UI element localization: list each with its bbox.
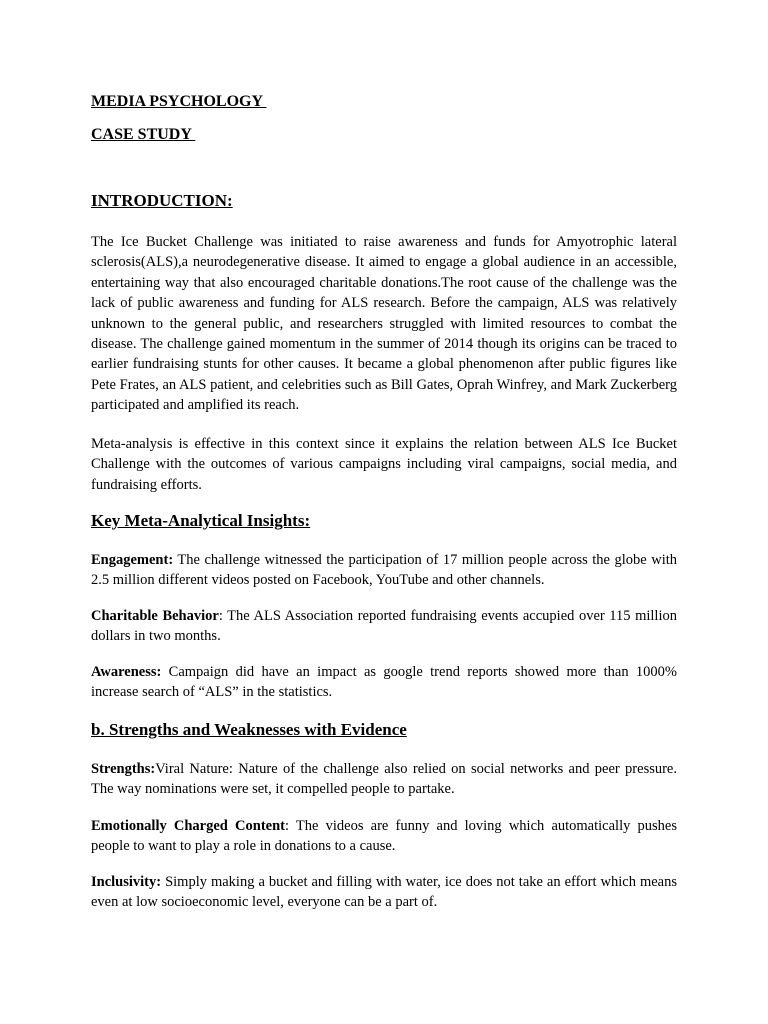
introduction-paragraph-1: The Ice Bucket Challenge was initiated to raise awareness and funds for Amyotrophic lateral sclerosis(ALS),a neurodegenerative disease. It aimed to engage a global audience in an accessible, entertaining way that also encouraged charitable donations.The root cause of the challenge was the lack of public awareness and funding for ALS research. Before the campaign, ALS was relatively unknown to the general public, and researchers struggled with limited resources to combat the disease. The challenge gained momentum in the summer of 2014 though its origins can be traced to earlier fundraising stunts for other causes. It became a global phenomenon after public figures like Pete Frates, an ALS patient, and celebrities such as Bill Gates, Oprah Winfrey, and Mark Zuckerberg participated and amplified its reach.	[91, 234, 677, 414]
strength-text: Simply making a bucket and filling with water, ice does not take an effort which means even at low socioeconomic level, everyone can be a part of.	[91, 874, 677, 911]
strength-item-viral-nature	[91, 759, 677, 800]
strength-term: Strengths:	[91, 761, 156, 777]
insights-heading-colon: :	[304, 511, 311, 530]
insight-item-charitable-behavior	[91, 606, 677, 647]
document-subtitle: CASE STUDY	[91, 126, 196, 143]
strengths-heading: b. Strengths and Weaknesses with Evidence	[91, 720, 407, 739]
introduction-paragraph-2: Meta-analysis is effective in this context since it explains the relation between ALS Ice Bucket Challenge with the outcomes of various campaigns including viral campaigns, social media, and fundraising efforts.	[91, 436, 677, 493]
document-title: MEDIA PSYCHOLOGY	[91, 93, 267, 110]
insights-heading-text: Key Meta-Analytical Insights	[91, 511, 305, 530]
strength-term: Inclusivity:	[91, 874, 162, 890]
insight-text: The challenge witnessed the participation of 17 million people across the globe with 2.5 million different videos posted on Facebook, YouTube and other channels.	[91, 552, 677, 589]
strength-text: Viral Nature: Nature of the challenge also relied on social networks and peer pressure. The way nominations were set, it compelled people to partake.	[91, 761, 677, 798]
insight-term: Awareness:	[91, 664, 162, 680]
insight-term: Engagement:	[91, 552, 174, 568]
strength-item-inclusivity	[91, 872, 677, 913]
insights-heading	[91, 511, 310, 531]
strength-text: : The videos are funny and loving which automatically pushes people to want to play a role in donations to a cause.	[91, 818, 677, 855]
strength-term: Emotionally Charged Content	[91, 818, 285, 834]
introduction-heading: INTRODUCTION:	[91, 191, 233, 210]
insight-item-awareness	[91, 662, 677, 703]
insight-text: Campaign did have an impact as google trend reports showed more than 1000% increase search of “ALS” in the statistics.	[91, 664, 677, 701]
insight-term: Charitable Behavior	[91, 608, 219, 624]
strength-item-emotional-content	[91, 816, 677, 857]
insight-text: : The ALS Association reported fundraising events accupied over 115 million dollars in two months.	[91, 608, 677, 645]
insight-item-engagement	[91, 550, 677, 591]
